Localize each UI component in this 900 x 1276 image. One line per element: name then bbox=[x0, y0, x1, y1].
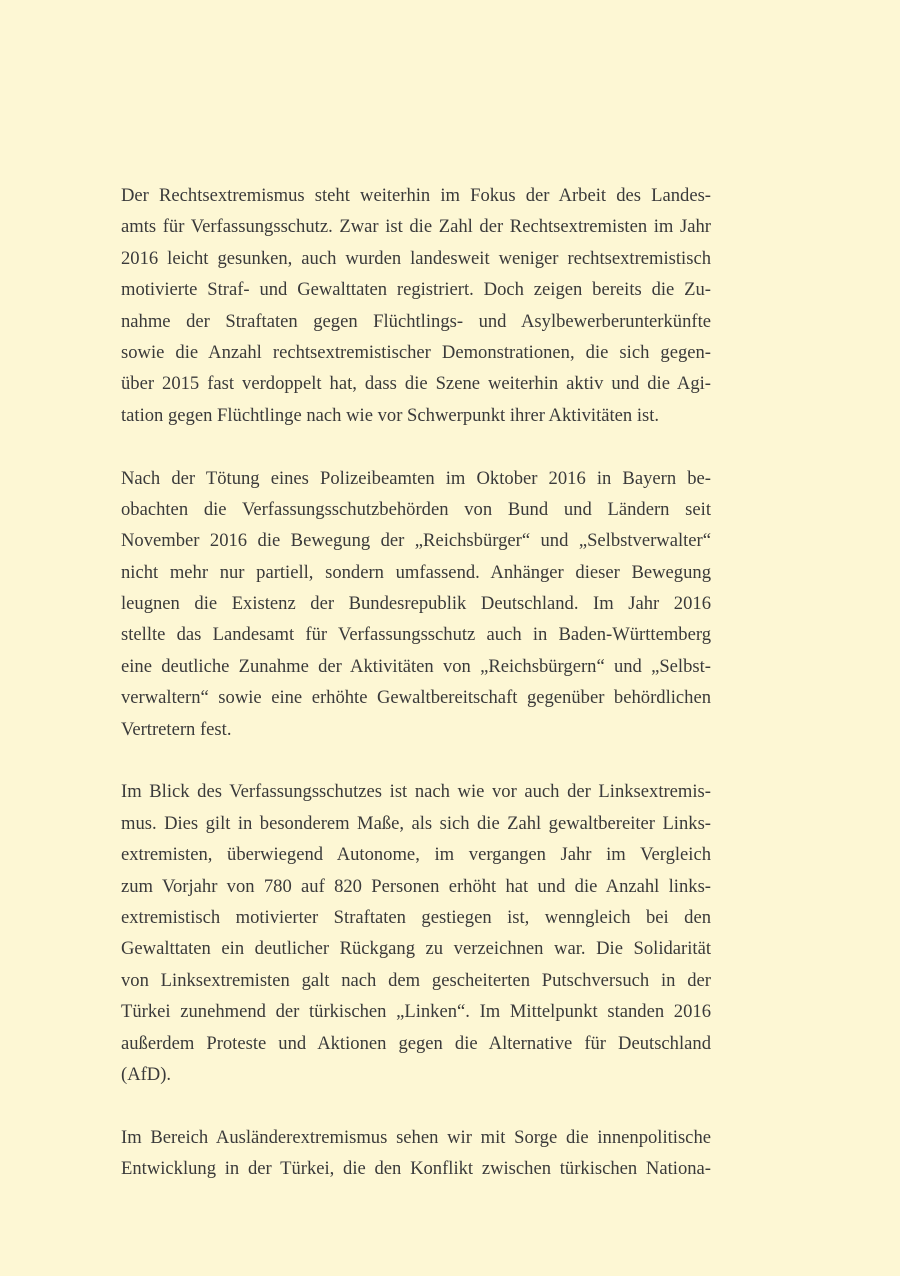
text-line: extremisten, überwiegend Autonome, im vergangen Jahr im Vergleich bbox=[121, 844, 711, 866]
text-line: über 2015 fast verdoppelt hat, dass die Szene weiterhin aktiv und die Agi- bbox=[121, 373, 711, 395]
document-body bbox=[121, 180, 711, 1216]
text-line: Nach der Tötung eines Polizeibeamten im Oktober 2016 in Bayern be- bbox=[121, 467, 711, 489]
text-line: 2016 leicht gesunken, auch wurden landesweit weniger rechtsextremistisch bbox=[121, 247, 711, 269]
text-line: Im Blick des Verfassungsschutzes ist nach wie vor auch der Linksextremis- bbox=[121, 781, 711, 803]
text-line: nahme der Straftaten gegen Flüchtlings- und Asylbewerberunterkünfte bbox=[121, 310, 711, 332]
text-line: Vertretern fest. bbox=[121, 718, 232, 740]
text-line: außerdem Proteste und Aktionen gegen die Alternative für Deutschland bbox=[121, 1032, 711, 1054]
paragraph bbox=[121, 776, 711, 1090]
text-line: Türkei zunehmend der türkischen „Linken“. Im Mittelpunkt standen 2016 bbox=[121, 1001, 711, 1023]
text-line: zum Vorjahr von 780 auf 820 Personen erhöht hat und die Anzahl links- bbox=[121, 875, 711, 897]
text-line: mus. Dies gilt in besonderem Maße, als sich die Zahl gewaltbereiter Links- bbox=[121, 812, 711, 834]
text-line: leugnen die Existenz der Bundesrepublik Deutschland. Im Jahr 2016 bbox=[121, 593, 711, 615]
text-line: stellte das Landesamt für Verfassungsschutz auch in Baden-Württemberg bbox=[121, 624, 711, 646]
text-line: Gewalttaten ein deutlicher Rückgang zu verzeichnen war. Die Solidarität bbox=[121, 938, 711, 960]
text-line: motivierte Straf- und Gewalttaten registriert. Doch zeigen bereits die Zu- bbox=[121, 279, 711, 301]
text-line: Im Bereich Ausländerextremismus sehen wir mit Sorge die innenpolitische bbox=[121, 1126, 711, 1148]
text-line: von Linksextremisten galt nach dem gescheiterten Putschversuch in der bbox=[121, 969, 711, 991]
paragraph bbox=[121, 180, 711, 431]
paragraph bbox=[121, 463, 711, 746]
text-line: sowie die Anzahl rechtsextremistischer Demonstrationen, die sich gegen- bbox=[121, 341, 711, 363]
text-line: nicht mehr nur partiell, sondern umfassend. Anhänger dieser Bewegung bbox=[121, 561, 711, 583]
text-line: November 2016 die Bewegung der „Reichsbürger“ und „Selbstverwalter“ bbox=[121, 530, 711, 552]
paragraph bbox=[121, 1122, 711, 1185]
text-line: extremistisch motivierter Straftaten gestiegen ist, wenngleich bei den bbox=[121, 906, 711, 928]
text-line: Der Rechtsextremismus steht weiterhin im Fokus der Arbeit des Landes- bbox=[121, 185, 711, 206]
text-line: verwaltern“ sowie eine erhöhte Gewaltbereitschaft gegenüber behördlichen bbox=[121, 687, 711, 709]
text-line: amts für Verfassungsschutz. Zwar ist die Zahl der Rechtsextremisten im Jahr bbox=[121, 216, 711, 238]
text-line: (AfD). bbox=[121, 1063, 172, 1085]
text-line: eine deutliche Zunahme der Aktivitäten von „Reichsbürgern“ und „Selbst- bbox=[121, 655, 711, 677]
text-line: tation gegen Flüchtlinge nach wie vor Schwerpunkt ihrer Aktivitäten ist. bbox=[121, 404, 660, 426]
text-line: obachten die Verfassungsschutzbehörden von Bund und Ländern seit bbox=[121, 498, 711, 520]
text-line: Entwicklung in der Türkei, die den Konflikt zwischen türkischen Nationa- bbox=[121, 1158, 711, 1180]
